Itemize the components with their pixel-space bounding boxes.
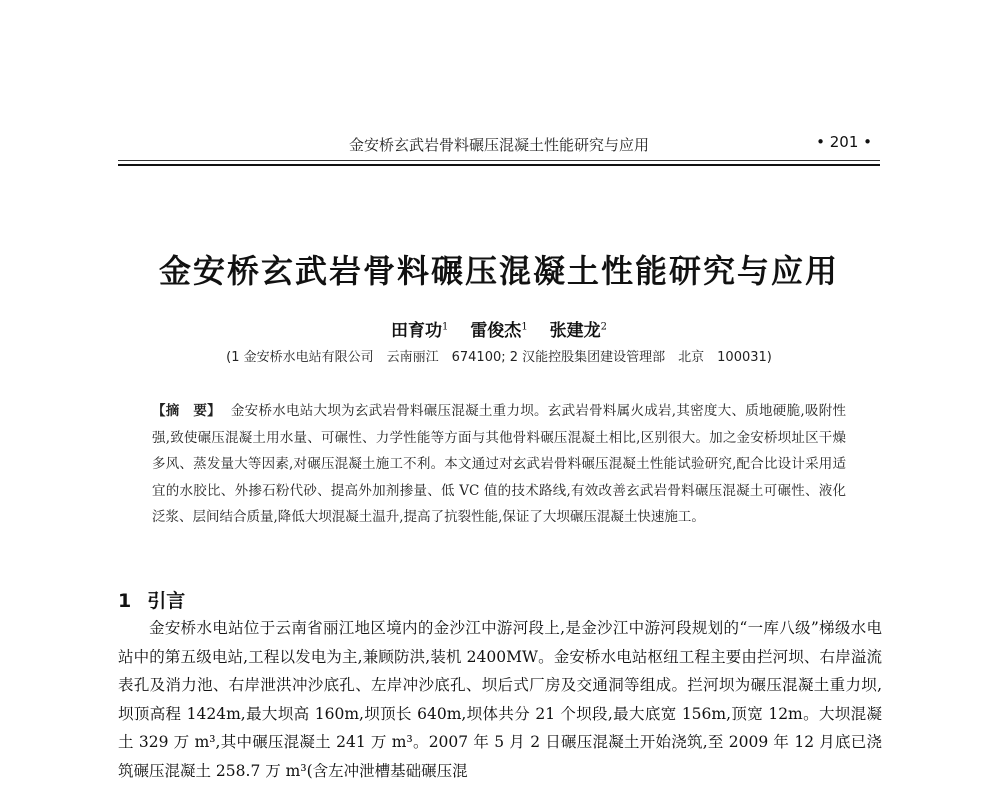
abstract-label: 【摘 要】 bbox=[152, 403, 221, 419]
author-name: 田育功 bbox=[391, 321, 443, 341]
author-affiliation-mark: 1 bbox=[442, 321, 449, 333]
running-head bbox=[118, 128, 880, 158]
header-rule-thick bbox=[118, 164, 880, 166]
author-1 bbox=[391, 321, 448, 341]
body-paragraph: 金安桥水电站位于云南省丽江地区境内的金沙江中游河段上,是金沙江中游河段规划的“一库八级”梯级水电站中的第五级电站,工程以发电为主,兼顾防洪,装机 2400MW。金安桥水电站枢纽工程主要由拦河坝、右岸溢流表孔及消力池、右岸泄洪冲沙底孔、左岸冲沙底孔、坝后式厂房及交通洞等组成。拦河坝为碾压混凝土重力坝,坝顶高程 1424m,最大坝高 160m,坝顶长 640m,坝体共分 21 个坝段,最大底宽 156m,顶宽 12m。大坝混凝土 329 万 m³,其中碾压混凝土 241 万 m³。2007 年 5 月 2 日碾压混凝土开始浇筑,至 2009 年 12 月底已浇筑碾压混凝土 258.7 万 m³(含左冲泄槽基础碾压混 bbox=[118, 619, 882, 780]
author-affiliation-mark: 1 bbox=[521, 321, 528, 333]
header-rule-thin bbox=[118, 160, 880, 161]
section-title: 引言 bbox=[147, 590, 186, 612]
author-2 bbox=[470, 321, 527, 341]
page-number: • 201 • bbox=[816, 133, 872, 151]
author-3 bbox=[550, 321, 607, 341]
author-affiliation-mark: 2 bbox=[600, 321, 607, 333]
running-title: 金安桥玄武岩骨料碾压混凝土性能研究与应用 bbox=[348, 136, 649, 154]
author-list bbox=[118, 316, 880, 341]
paper-title: 金安桥玄武岩骨料碾压混凝土性能研究与应用 bbox=[158, 252, 839, 290]
affiliation: (1 金安桥水电站有限公司 云南丽江 674100; 2 汉能控股集团建设管理部 北京 100031) bbox=[226, 350, 772, 365]
author-name: 张建龙 bbox=[549, 321, 601, 341]
section-number: 1 bbox=[118, 590, 132, 612]
abstract-text: 金安桥水电站大坝为玄武岩骨料碾压混凝土重力坝。玄武岩骨料属火成岩,其密度大、质地硬脆,吸附性强,致使碾压混凝土用水量、可碾性、力学性能等方面与其他骨料碾压混凝土相比,区别很大。加之金安桥坝址区干燥多风、蒸发量大等因素,对碾压混凝土施工不利。本文通过对玄武岩骨料碾压混凝土性能试验研究,配合比设计采用适宜的水胶比、外掺石粉代砂、提高外加剂掺量、低 VC 值的技术路线,有效改善玄武岩骨料碾压混凝土可碾性、液化泛浆、层间结合质量,降低大坝混凝土温升,提高了抗裂性能,保证了大坝碾压混凝土快速施工。 bbox=[152, 403, 846, 525]
abstract bbox=[152, 398, 846, 531]
section-heading bbox=[118, 586, 880, 613]
author-name: 雷俊杰 bbox=[470, 321, 522, 341]
